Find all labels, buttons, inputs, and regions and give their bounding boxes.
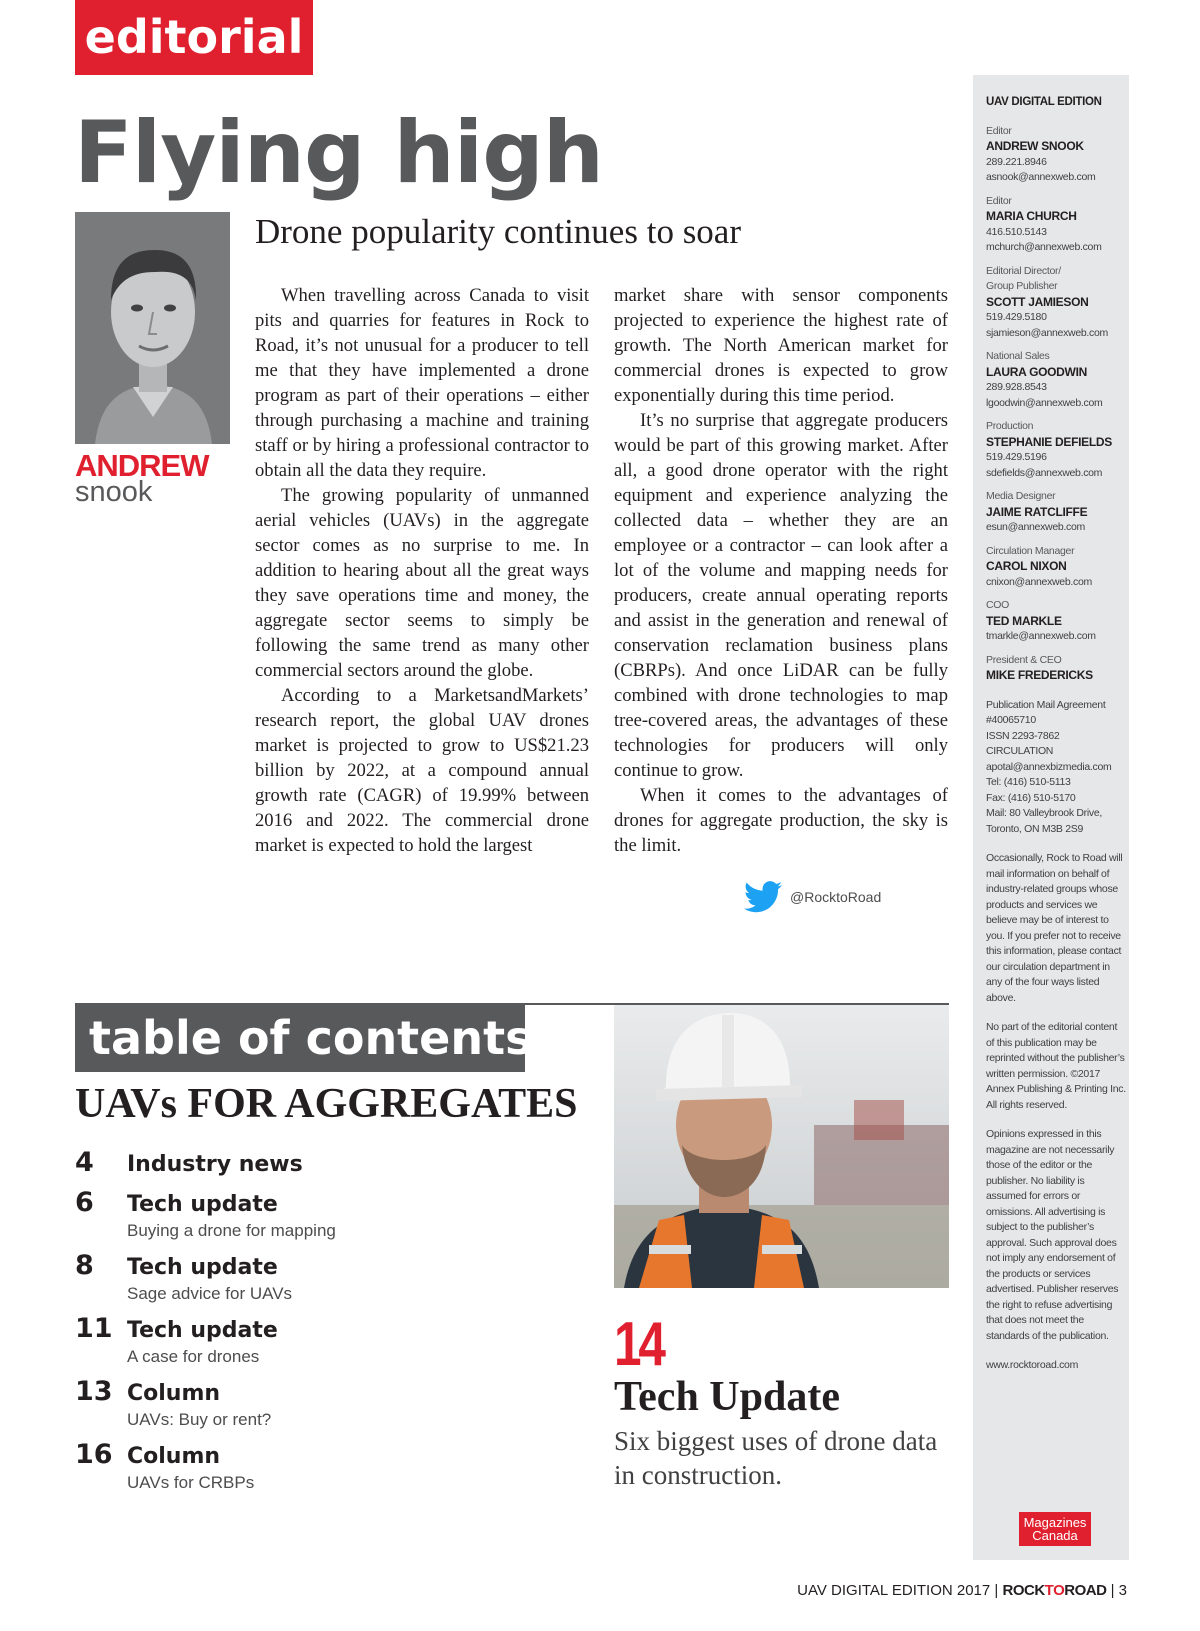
copyright-notice: No part of the editorial content of this publication may be reprinted without the publisher’s written permission. ©2017 Annex Publishing & Printing Inc. All rights reserved. — [986, 1021, 1126, 1111]
staff-email[interactable]: mchurch@annexweb.com — [986, 241, 1102, 253]
magazines-canada-logo — [1019, 1512, 1091, 1546]
publication-line: Mail: 80 Valleybrook Drive, — [986, 807, 1103, 819]
brand-to: TO — [1044, 1582, 1065, 1599]
toc-item-title: Tech update — [127, 1192, 278, 1217]
author-last-name: snook — [75, 476, 153, 508]
article-paragraph: The growing popularity of unmanned aerial vehicles (UAVs) in the aggregate sector comes as no surprise to me. In addition to hearing about all the great ways they save operations time and money, the aggregate sector seems to simply be following the same trend as many other commercial sectors around the globe. — [255, 485, 589, 681]
staff-phone: 519.429.5196 — [986, 451, 1047, 463]
toc-item-title: Tech update — [127, 1255, 278, 1280]
article-paragraph: When it comes to the advantages of drones for aggregate production, the sky is the limit. — [614, 785, 948, 856]
staff-phone: 416.510.5143 — [986, 225, 1047, 238]
masthead-edition: UAV DIGITAL EDITION — [986, 96, 1102, 108]
toc-item[interactable] — [75, 1376, 595, 1439]
staff-role: COO — [986, 599, 1010, 611]
toc-page-number: 8 — [75, 1250, 94, 1281]
staff-entry — [986, 194, 1126, 256]
feature-photo — [614, 1005, 949, 1288]
staff-name: JAIME RATCLIFFE — [986, 504, 1088, 519]
staff-entry — [986, 489, 1126, 536]
liability-notice: Opinions expressed in this magazine are not necessarily those of the editor or the publisher. No liability is assumed for errors or omissions. All advertising is subject to the publisher’s approval. Such approval does not imply any endorsement of the products or services advertised. Publisher reserves the right to refuse advertising that does not meet the standards of the publication. — [986, 1128, 1119, 1342]
toc-subheading: UAVs FOR AGGREGATES — [75, 1081, 578, 1127]
toc-item[interactable] — [75, 1313, 595, 1376]
staff-role: Editor — [986, 124, 1012, 137]
staff-entry — [986, 653, 1126, 684]
website-link[interactable]: www.rocktoroad.com — [986, 1359, 1079, 1371]
toc-page-number: 13 — [75, 1376, 113, 1407]
staff-email[interactable]: tmarkle@annexweb.com — [986, 630, 1096, 642]
article-column-2 — [614, 283, 948, 858]
staff-email[interactable]: sdefields@annexweb.com — [986, 466, 1103, 479]
staff-role: Editorial Director/ — [986, 264, 1061, 277]
publication-info — [986, 698, 1126, 838]
twitter-bird-icon — [744, 881, 782, 913]
logo-line: Canada — [1032, 1528, 1078, 1543]
masthead — [986, 95, 1126, 1388]
toc-item[interactable] — [75, 1250, 595, 1313]
author-first-name: ANDREW — [75, 448, 209, 483]
staff-role: President & CEO — [986, 653, 1062, 666]
staff-role: Circulation Manager — [986, 544, 1075, 557]
publication-line[interactable]: apotal@annexbizmedia.com — [986, 760, 1112, 773]
staff-entry — [986, 419, 1126, 481]
twitter-handle[interactable]: @RocktoRoad — [790, 889, 882, 905]
footer-separator: | — [1110, 1582, 1119, 1599]
staff-name: STEPHANIE DEFIELDS — [986, 434, 1112, 449]
headline: Flying high — [74, 103, 603, 203]
staff-name: CAROL NIXON — [986, 559, 1067, 573]
footer-brand — [1003, 1582, 1107, 1599]
staff-role: Media Designer — [986, 490, 1056, 502]
twitter-link[interactable] — [744, 881, 881, 913]
staff-entry — [986, 349, 1126, 411]
toc-item[interactable] — [75, 1147, 595, 1187]
toc-item[interactable] — [75, 1439, 595, 1502]
staff-email[interactable]: lgoodwin@annexweb.com — [986, 396, 1103, 409]
subheadline: Drone popularity continues to soar — [255, 212, 742, 251]
toc-item-title: Column — [127, 1444, 221, 1469]
staff-phone: 519.429.5180 — [986, 311, 1047, 323]
masthead-sidebar — [973, 75, 1129, 1560]
toc-list — [75, 1147, 595, 1502]
staff-name: MIKE FREDERICKS — [986, 668, 1093, 682]
staff-name: SCOTT JAMIESON — [986, 294, 1089, 309]
publication-line: CIRCULATION — [986, 745, 1054, 757]
staff-entry — [986, 264, 1126, 342]
article-paragraph: market share with sensor components projected to experience the highest rate of growth. The North American market for commercial drones is expected to grow exponentially during this time period. — [614, 285, 948, 406]
staff-email[interactable]: asnook@annexweb.com — [986, 171, 1096, 183]
brand-road: ROAD — [1064, 1582, 1107, 1599]
staff-entry — [986, 124, 1126, 186]
footer-separator: | — [994, 1582, 1003, 1599]
toc-page-number: 16 — [75, 1439, 113, 1470]
toc-page-number: 6 — [75, 1187, 94, 1218]
article-paragraph: According to a MarketsandMarkets’ research report, the global UAV drones market is projected to grow to US$21.23 billion by 2022, at a compound annual growth rate (CAGR) of 19.99% between 2016 and 2022. The commercial drone market is expected to hold the largest — [255, 685, 589, 856]
staff-entry — [986, 598, 1126, 645]
publication-line: #40065710 — [986, 714, 1036, 726]
staff-phone: 289.221.8946 — [986, 155, 1047, 168]
brand-rock: ROCK — [1002, 1582, 1045, 1599]
staff-name: LAURA GOODWIN — [986, 364, 1087, 379]
footer-edition: UAV DIGITAL EDITION 2017 — [797, 1582, 991, 1599]
logo-line: Magazines — [1023, 1515, 1087, 1530]
article-paragraph: When travelling across Canada to visit pits and quarries for features in Rock to Road, it’s not unusual for a producer to tell me that they have implemented a drone program as part of their operations – either through purchasing a machine and training staff or by hiring a professional contractor to obtain all the data they require. — [255, 285, 589, 481]
staff-email[interactable]: esun@annexweb.com — [986, 521, 1085, 533]
toc-item-description: UAVs: Buy or rent? — [127, 1410, 272, 1429]
toc-item[interactable] — [75, 1187, 595, 1250]
staff-entry — [986, 544, 1126, 591]
publication-line: Tel: (416) 510-5113 — [986, 776, 1071, 788]
toc-heading: table of contents — [75, 1005, 525, 1072]
toc-item-title: Tech update — [127, 1318, 278, 1343]
staff-email[interactable]: cnixon@annexweb.com — [986, 575, 1092, 588]
toc-item-description: A case for drones — [127, 1347, 260, 1366]
toc-page-number: 4 — [75, 1147, 94, 1178]
article-column-1 — [255, 283, 589, 858]
toc-item-description: Buying a drone for mapping — [127, 1221, 336, 1240]
staff-role: Editor — [986, 194, 1012, 207]
staff-phone: 289.928.8543 — [986, 381, 1047, 393]
publication-line: ISSN 2293-7862 — [986, 729, 1060, 742]
feature-page-number: 14 — [614, 1310, 663, 1379]
staff-role: National Sales — [986, 350, 1050, 362]
article-paragraph: It’s no surprise that aggregate producers would be part of this growing market. After all, a good drone operator with the right equipment and experience analyzing the collected data – whether they are an employee or a contractor – can look after a lot of the volume and mapping needs for producers, create annual operating reports and assist in the generation and renewal of conservation reclamation business plans (CBRPs). And once LiDAR can be fully combined with drone technologies to map tree-covered areas, the advantages of these technologies for producers will only continue to grow. — [614, 410, 948, 781]
footer-page-number: 3 — [1118, 1582, 1127, 1599]
toc-item-title: Industry news — [127, 1152, 303, 1177]
staff-name: TED MARKLE — [986, 613, 1062, 628]
staff-role: Group Publisher — [986, 280, 1058, 292]
feature-description: Six biggest uses of drone data in construction. — [614, 1426, 938, 1490]
privacy-notice: Occasionally, Rock to Road will mail information on behalf of industry-related groups whose products and services we believe may be of interest to you. If you prefer not to receive this information, please contact our circulation department in any of the four ways listed above. — [986, 852, 1123, 1004]
staff-role: Production — [986, 420, 1034, 432]
section-tag: editorial — [75, 0, 313, 75]
staff-email[interactable]: sjamieson@annexweb.com — [986, 326, 1108, 339]
author-photo — [75, 212, 230, 444]
toc-item-description: Sage advice for UAVs — [127, 1284, 293, 1303]
publication-line: Publication Mail Agreement — [986, 698, 1106, 711]
publication-line: Toronto, ON M3B 2S9 — [986, 822, 1084, 835]
feature-title[interactable]: Tech Update — [614, 1374, 840, 1420]
page-footer — [797, 1582, 1127, 1599]
toc-item-title: Column — [127, 1381, 221, 1406]
staff-name: MARIA CHURCH — [986, 209, 1077, 223]
toc-item-description: UAVs for CRBPs — [127, 1473, 255, 1492]
toc-page-number: 11 — [75, 1313, 113, 1344]
staff-name: ANDREW SNOOK — [986, 139, 1084, 153]
publication-line: Fax: (416) 510-5170 — [986, 791, 1076, 804]
